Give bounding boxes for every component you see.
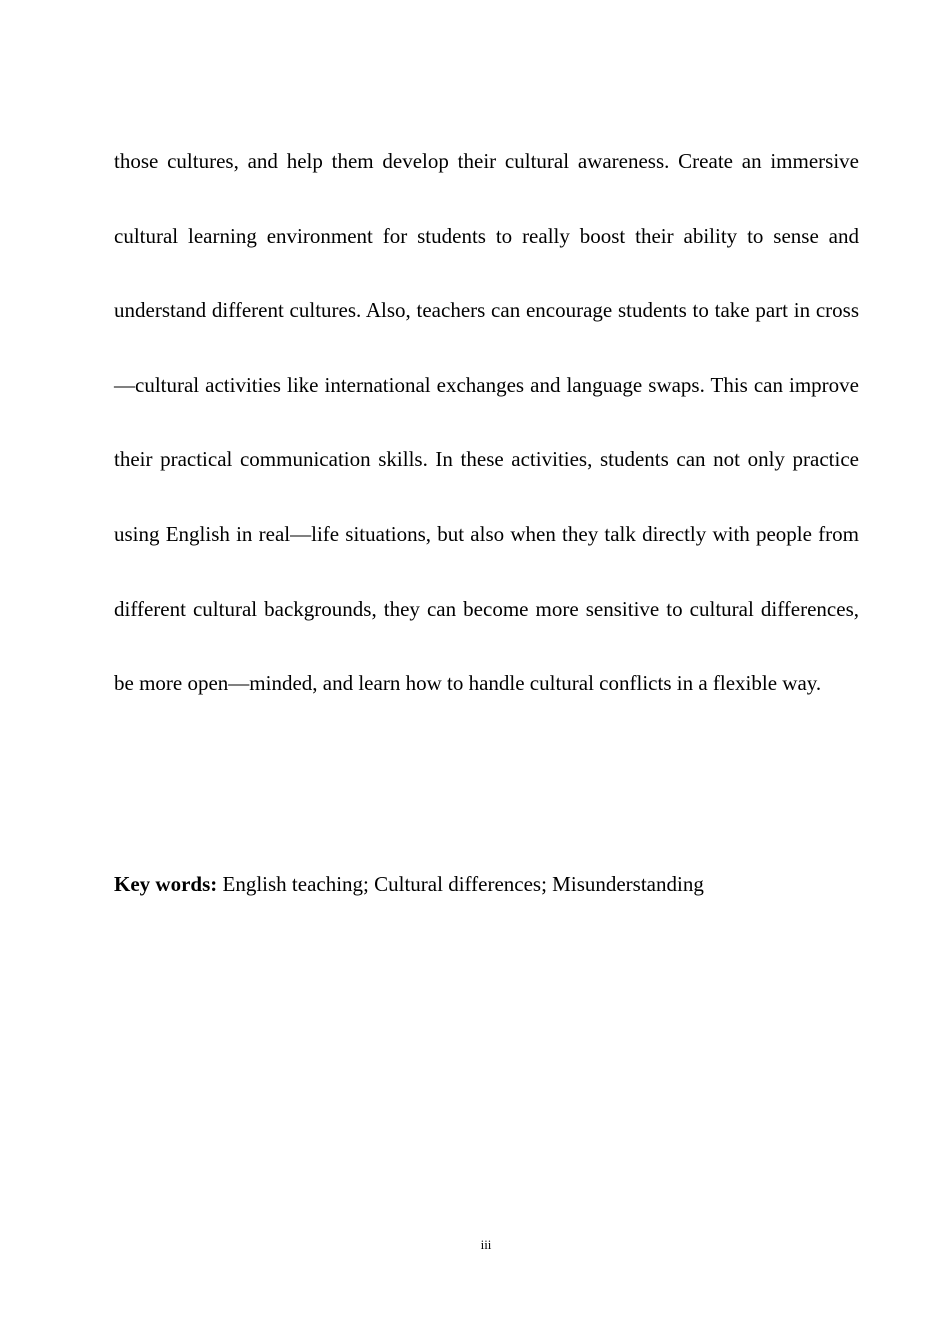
page-number: iii [480, 1237, 492, 1252]
keywords-label: Key words: [114, 872, 218, 896]
keywords-line [114, 866, 859, 902]
keywords-value: English teaching; Cultural differences; Misunderstanding [217, 872, 704, 896]
abstract-paragraph: those cultures, and help them develop their cultural awareness. Create an immersive cultural learning environment for students to really boost their ability to sense and understand different cultures. Also, teachers can encourage students to take part in cross—cultural activities like international exchanges and language swaps. This can improve their practical communication skills. In these activities, students can not only practice using English in real—life situations, but also when they talk directly with people from different cultural backgrounds, they can become more sensitive to cultural differences, be more open—minded, and learn how to handle cultural conflicts in a flexible way. [114, 149, 859, 696]
